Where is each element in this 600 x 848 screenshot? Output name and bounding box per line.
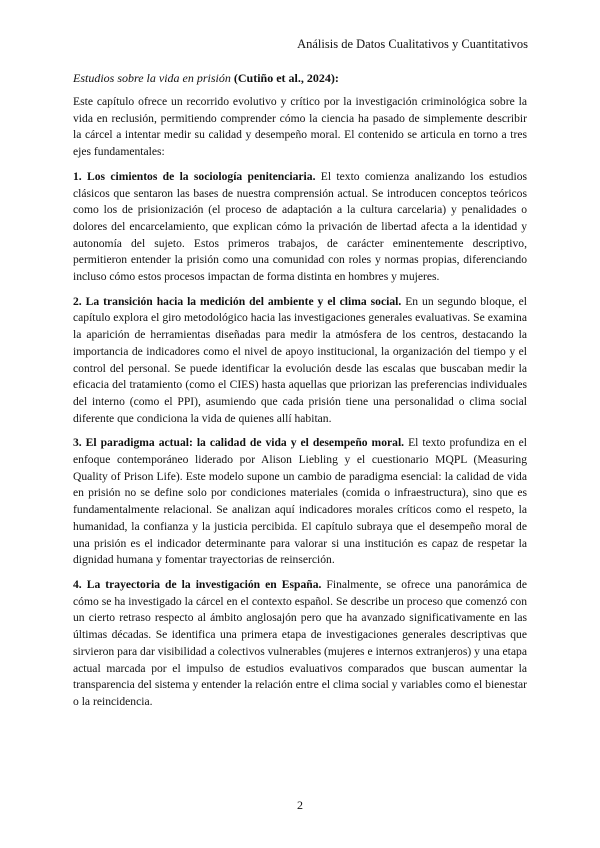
chapter-title: Estudios sobre la vida en prisión: [73, 71, 231, 85]
section-title-1: 1. Los cimientos de la sociología penitenciaria.: [73, 169, 316, 183]
section-body-2: En un segundo bloque, el capítulo explora el giro metodológico hacia las investigaciones generales evaluativas. Se examina la aparición de herramientas diseñadas para medir la atmósfera de los centros, destacando la importancia de indicadores como el nivel de apoyo institucional, la organización del tiempo y el control del personal. Se puede identificar la evolución desde las escalas que buscaban medir la eficacia del tratamiento (como el CIES) hasta aquellas que priorizan las preferencias individuales del interno (como el PPI), asumiendo que cada prisión tiene una personalidad o clima social diferente que condiciona la vida de quienes allí habitan.: [73, 294, 527, 425]
section-body-3: El texto profundiza en el enfoque contemporáneo liderado por Alison Liebling y el cuestionario MQPL (Measuring Quality of Prison Life). Este modelo supone un cambio de paradigma esencial: la calidad de vida en prisión no se define solo por condiciones materiales (comida o infraestructura), sino que es fundamentalmente relacional. Se analizan aquí indicadores morales críticos como el respeto, la humanidad, la confianza y la justicia percibida. El capítulo subraya que el desempeño moral de una prisión es el indicador determinante para valorar si una institución es capaz de respetar la dignidad humana y fomentar trayectorias de reinserción.: [73, 436, 528, 567]
section-paragraph-1: [73, 169, 527, 286]
section-paragraph-4: [73, 577, 527, 711]
section-title-3: 3. El paradigma actual: la calidad de vida y el desempeño moral.: [73, 436, 405, 450]
section-paragraph-3: [73, 435, 527, 569]
section-body-4: Finalmente, se ofrece una panorámica de cómo se ha investigado la cárcel en el contexto español. Se describe un proceso que comenzó con un cierto retraso respecto al ámbito anglosajón pero que ha avanzado significativamente en las últimas décadas. Se identifica una primera etapa de investigaciones generales descriptivas que sirvieron para dar visibilidad a colectivos vulnerables (mujeres e internos extranjeros) y una etapa actual marcada por el impulso de estudios evaluativos comparados que buscan aumentar la transparencia del sistema y entender la relación entre el clima social y variables como el bienestar o la reincidencia.: [73, 577, 527, 708]
running-header: Análisis de Datos Cualitativos y Cuantitativos: [297, 37, 528, 51]
section-title-2: 2. La transición hacia la medición del ambiente y el clima social.: [73, 294, 402, 308]
section-title-4: 4. La trayectoria de la investigación en España.: [73, 577, 322, 591]
chapter-heading: [73, 70, 527, 86]
chapter-citation: (Cutiño et al., 2024):: [233, 71, 339, 85]
section-paragraph-2: [73, 294, 527, 428]
section-body-1: El texto comienza analizando los estudios clásicos que sentaron las bases de nuestra comprensión actual. Se introducen conceptos teóricos como los de prisionización (el proceso de adaptación a la cultura carcelaria) y penalidades o dolores del encarcelamiento, que explican cómo la privación de libertad afecta a la identidad y autonomía del sujeto. Estos primeros trabajos, de carácter eminentemente descriptivo, permitieron entender la prisión como una comunidad con roles y normas propias, diferenciando incluso cómo estos procesos impactan de forma distinta en hombres y mujeres.: [73, 169, 527, 284]
page-number: 2: [297, 798, 303, 812]
document-body: [73, 70, 527, 719]
intro-paragraph: Este capítulo ofrece un recorrido evolutivo y crítico por la investigación criminológica sobre la vida en reclusión, permitiendo comprender cómo la ciencia ha pasado de simplemente describir la cárcel a intentar medir su calidad y desempeño moral. El contenido se articula en torno a tres ejes fundamentales:: [73, 95, 527, 159]
